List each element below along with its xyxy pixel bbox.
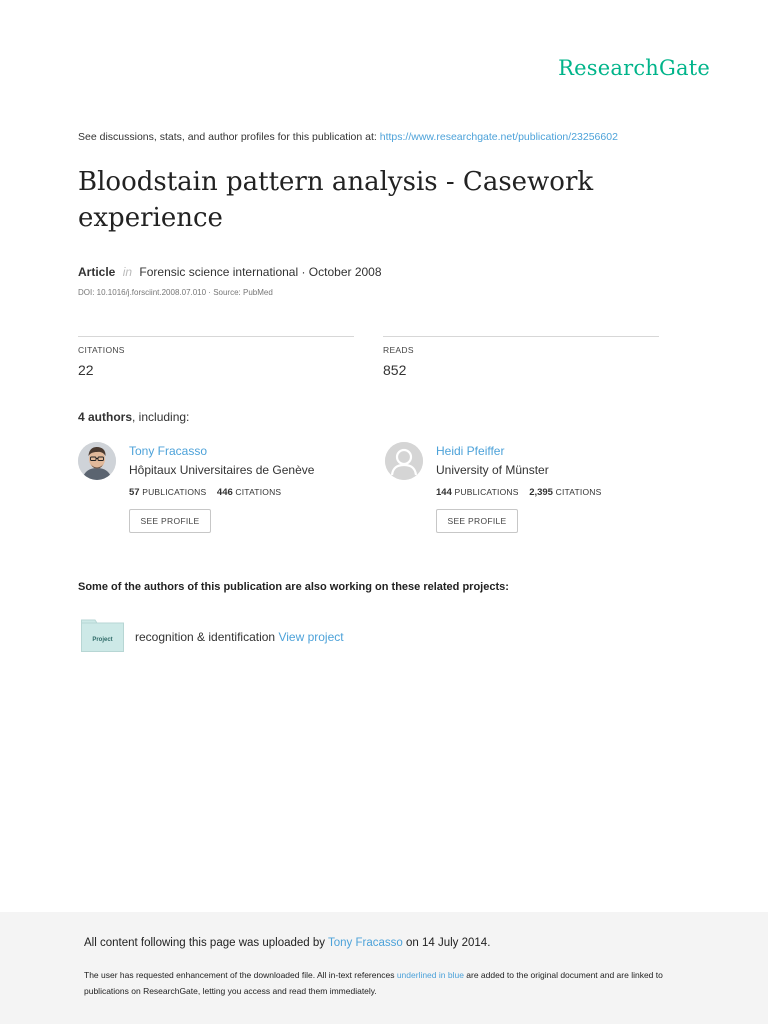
- project-text: [135, 630, 344, 644]
- uploader-link[interactable]: Tony Fracasso: [328, 937, 403, 949]
- view-project-link[interactable]: View project: [278, 630, 344, 644]
- author-name[interactable]: Tony Fracasso: [129, 444, 208, 458]
- publications-label: PUBLICATIONS: [454, 487, 519, 497]
- citations-value: 22: [78, 362, 94, 378]
- see-profile-button[interactable]: SEE PROFILE: [436, 509, 518, 533]
- citations-stat: [78, 336, 354, 378]
- author-citations-count: 446: [216, 487, 233, 498]
- journal-date: Forensic science international · October 2008: [139, 265, 382, 279]
- publications-count: 144: [436, 487, 452, 498]
- see-profile-button[interactable]: SEE PROFILE: [129, 509, 211, 533]
- reads-value: 852: [383, 362, 407, 378]
- doi-source: DOI: 10.1016/j.forsciint.2008.07.010 · Source: PubMed: [78, 288, 273, 297]
- footer: [0, 912, 768, 1024]
- publication-url-link[interactable]: https://www.researchgate.net/publication/23256602: [379, 131, 618, 143]
- author-institution: Hôpitaux Universitaires de Genève: [129, 463, 315, 477]
- upload-prefix: All content following this page was uploaded by: [84, 937, 329, 949]
- citations-label: CITATIONS: [78, 345, 125, 355]
- discussion-line: [78, 131, 618, 143]
- publication-title: Bloodstain pattern analysis - Casework experience: [78, 167, 594, 233]
- discussion-prefix: See discussions, stats, and author profiles for this publication at:: [78, 131, 380, 143]
- author-name[interactable]: Heidi Pfeiffer: [436, 444, 505, 458]
- author-stats: [436, 487, 601, 498]
- upload-suffix: on 14 July 2014.: [402, 937, 491, 949]
- note-part-1: The user has requested enhancement of the downloaded file. All in-text references: [84, 970, 397, 980]
- note-part-2: are added to the original document and are linked to publications on ResearchGate, letting you access and read them immediately.: [84, 970, 663, 996]
- researchgate-logo[interactable]: ResearchGate: [558, 56, 710, 80]
- underlined-in-blue-text: underlined in blue: [396, 970, 464, 980]
- reads-label: READS: [383, 345, 414, 355]
- project-item: [81, 618, 481, 654]
- reads-stat: [383, 336, 659, 378]
- authors-header: [78, 410, 189, 424]
- project-name: recognition & identification: [135, 630, 276, 644]
- in-label: in: [122, 265, 133, 279]
- project-folder-icon[interactable]: [81, 618, 124, 652]
- upload-info: [84, 937, 490, 949]
- avatar-placeholder-icon[interactable]: [385, 442, 423, 480]
- author-citations-label: CITATIONS: [555, 487, 602, 497]
- avatar[interactable]: [78, 442, 116, 480]
- author-citations-label: CITATIONS: [235, 487, 282, 497]
- author-citations-count: 2,395: [529, 487, 553, 498]
- enhancement-note: [84, 967, 704, 999]
- author-stats: [129, 487, 281, 498]
- publication-meta: [78, 265, 382, 279]
- publications-label: PUBLICATIONS: [142, 487, 207, 497]
- author-card: [78, 442, 378, 542]
- authors-suffix: , including:: [132, 410, 190, 424]
- authors-count: 4 authors: [78, 410, 133, 424]
- publication-type: Article: [78, 265, 116, 279]
- publications-count: 57: [129, 487, 140, 498]
- author-card: [385, 442, 685, 542]
- related-projects-header: Some of the authors of this publication are also working on these related projects:: [78, 581, 509, 593]
- author-institution: University of Münster: [436, 463, 549, 477]
- project-icon-label: Project: [92, 637, 113, 643]
